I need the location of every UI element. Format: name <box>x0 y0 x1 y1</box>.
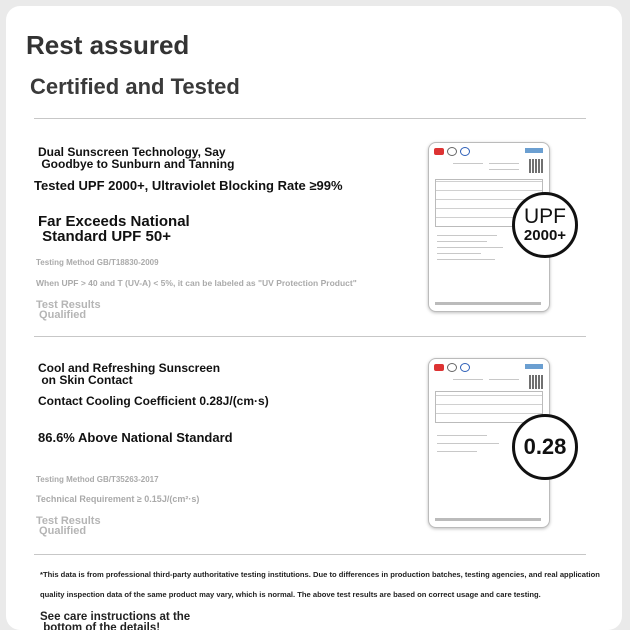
cooling-test-method: Testing Method GB/T35263-2017 <box>36 475 159 484</box>
cma-logo-icon <box>434 148 444 155</box>
content-card <box>6 6 622 630</box>
bottom-divider <box>34 554 586 555</box>
upf-claim: Tested UPF 2000+, Ultraviolet Blocking Rate ≥99% <box>34 178 343 193</box>
care-instructions-note: See care instructions at the bottom of the details! <box>40 611 191 630</box>
disclaimer-line-2: quality inspection data of the same product may vary, which is normal. The above test results are based on correct usage and care testing. <box>40 590 541 599</box>
top-divider <box>34 118 586 119</box>
cooling-section-heading: Cool and Refreshing Sunscreen on Skin Contact <box>38 361 221 387</box>
cooling-badge-value: 0.28 <box>523 434 567 459</box>
upf-test-method: Testing Method GB/T18830-2009 <box>36 258 159 267</box>
upf-section-heading: Dual Sunscreen Technology, Say Goodbye to Sunburn and Tanning <box>38 145 235 171</box>
page-subtitle: Certified and Tested <box>30 74 240 99</box>
cooling-highlight: 86.6% Above National Standard <box>38 430 233 445</box>
cnas-logo-icon <box>447 363 457 372</box>
cnas-logo-icon <box>447 147 457 156</box>
middle-divider <box>34 336 586 337</box>
ilac-logo-icon <box>460 363 470 372</box>
upf-requirement: When UPF > 40 and T (UV-A) < 5%, it can be labeled as "UV Protection Product" <box>36 278 357 288</box>
upf-highlight: Far Exceeds National Standard UPF 50+ <box>38 213 190 245</box>
qr-code-icon <box>529 375 543 389</box>
cooling-badge <box>512 414 578 480</box>
upf-test-result: Test Results Qualified <box>36 299 101 321</box>
upf-badge-value: 2000+ <box>523 227 567 244</box>
page-title: Rest assured <box>26 30 190 60</box>
lab-logo-icon <box>525 364 543 369</box>
disclaimer-line-1: *This data is from professional third-party authoritative testing institutions. Due to differences in production batches, testing agencies, and real application <box>40 570 600 579</box>
lab-logo-icon <box>525 148 543 153</box>
upf-badge <box>512 192 578 258</box>
upf-badge-label: UPF <box>524 205 566 228</box>
cooling-requirement: Technical Requirement ≥ 0.15J/(cm²·s) <box>36 494 200 504</box>
ilac-logo-icon <box>460 147 470 156</box>
qr-code-icon <box>529 159 543 173</box>
cooling-claim: Contact Cooling Coefficient 0.28J/(cm·s) <box>38 394 269 408</box>
cma-logo-icon <box>434 364 444 371</box>
cooling-test-result: Test Results Qualified <box>36 515 101 537</box>
